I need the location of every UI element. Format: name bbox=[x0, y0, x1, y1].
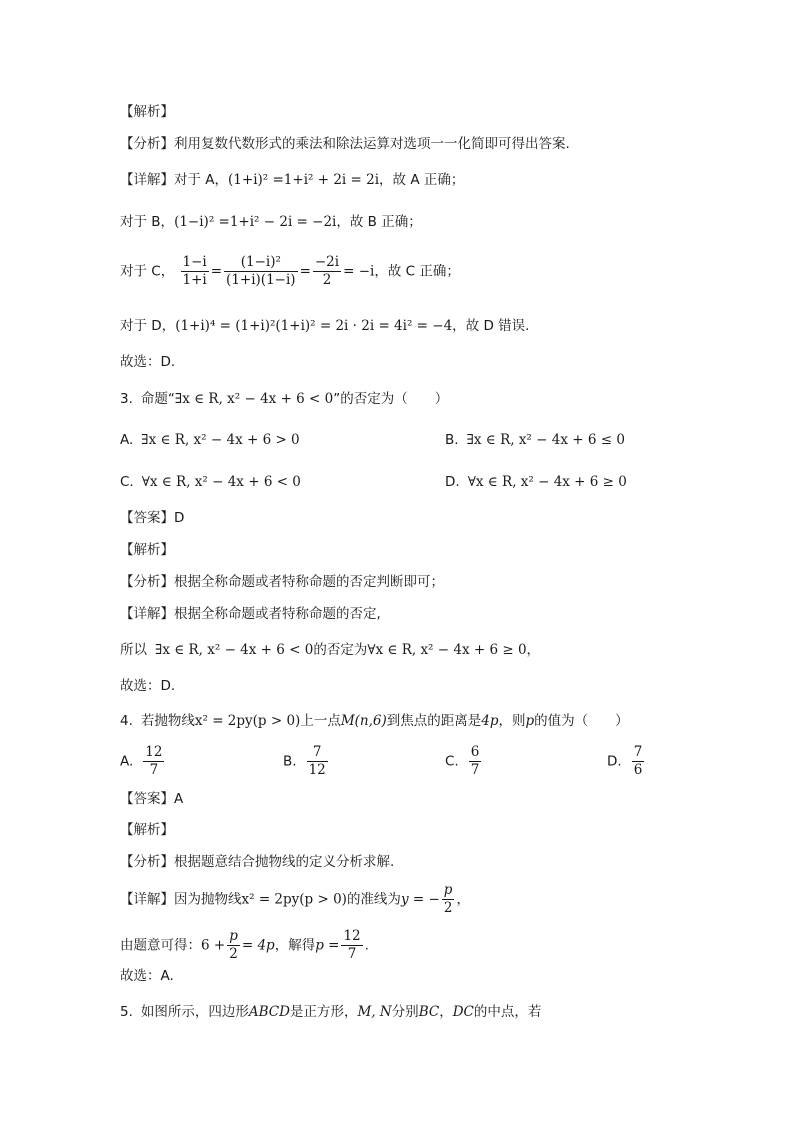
q3-fenxi: 【分析】根据全称命题或者特称命题的否定判断即可； bbox=[120, 574, 444, 590]
q4-deduce: 由题意可得：6 + $\frac{p}{2}$ = 4p，解得p = $\frac{12}{7}$ . bbox=[120, 928, 369, 962]
math-b: (1−i)² =1+i² − 2i = −2i bbox=[174, 214, 337, 230]
fenxi-line bbox=[120, 134, 570, 154]
q4-stem: 4. 若抛物线x² = 2py(p > 0)上一点M(n,6)到焦点的距离是4p，则p的值为（ ） bbox=[120, 713, 629, 729]
fenxi-text: 利用复数代数形式的乘法和除法运算对选项一一化简即可得出答案. bbox=[174, 136, 570, 152]
q3-answer: 【答案】D bbox=[120, 510, 185, 526]
line-d: 对于 D，(1+i)⁴ = (1+i)²(1+i)² = 2i · 2i = 4i² = −4，故 D 错误. bbox=[120, 318, 530, 334]
xiangjie-tag: 【详解】 bbox=[120, 172, 174, 188]
math-d: (1+i)⁴ = (1+i)²(1+i)² = 2i · 2i = 4i² = −4 bbox=[175, 318, 453, 334]
q4-option-c: C. $\frac{6}{7}$ bbox=[445, 744, 480, 778]
q3-stem: 3. 命题“∃x ∈ R, x² − 4x + 6 < 0”的否定为（ ） bbox=[120, 391, 449, 407]
xiangjie-line-a: 【详解】对于 A，(1+i)² =1+i² + 2i = 2i，故 A 正确； bbox=[120, 172, 465, 188]
q4-jiexi: 【解析】 bbox=[120, 822, 174, 838]
q4-xiangjie: 【详解】因为抛物线x² = 2py(p > 0)的准线为y = − $\frac{p}{2}$ ， bbox=[120, 882, 470, 916]
jiexi-heading: 【解析】 bbox=[120, 104, 174, 120]
choose-prev: 故选：D. bbox=[120, 354, 176, 370]
fenxi-tag: 【分析】 bbox=[120, 136, 174, 152]
fraction-c2: $\frac{\text{(1−i)²}}{(1+i)(1-i)}$ bbox=[226, 254, 296, 288]
q3-choose: 故选：D. bbox=[120, 678, 176, 694]
fraction-c3: $\frac{-2i}{2}$ bbox=[314, 254, 340, 288]
q5-stem: 5. 如图所示，四边形ABCD是正方形，M, N分别BC，DC的中点，若 bbox=[120, 1004, 542, 1020]
q3-option-c: C. ∀x ∈ R, x² − 4x + 6 < 0 bbox=[120, 474, 301, 490]
q3-xiangjie: 【详解】根据全称命题或者特称命题的否定, bbox=[120, 606, 381, 622]
line-b: 对于 B，(1−i)² =1+i² − 2i = −2i，故 B 正确； bbox=[120, 214, 422, 230]
line-c: 对于 C， $\frac{1-i}{1+i}$ = $\frac{\text{(1−i)²}}{(1+i)(1-i)}$ = $\frac{-2i}{2}$ = −i，故 C 正确； bbox=[120, 254, 460, 288]
fraction-c1: $\frac{1-i}{1+i}$ bbox=[182, 254, 207, 288]
q4-answer: 【答案】A bbox=[120, 791, 184, 807]
q4-option-d: D. $\frac{7}{6}$ bbox=[607, 744, 643, 778]
q3-option-b: B. ∃x ∈ R, x² − 4x + 6 ≤ 0 bbox=[445, 432, 625, 448]
q4-choose: 故选：A. bbox=[120, 968, 174, 984]
q4-option-b: B. $\frac{7}{12}$ bbox=[283, 744, 326, 778]
q4-option-a: A. $\frac{12}{7}$ bbox=[120, 744, 163, 778]
q3-option-d: D. ∀x ∈ R, x² − 4x + 6 ≥ 0 bbox=[445, 474, 627, 490]
q3-jiexi: 【解析】 bbox=[120, 542, 174, 558]
q4-fenxi: 【分析】根据题意结合抛物线的定义分析求解. bbox=[120, 854, 395, 870]
q3-so: 所以 ∃x ∈ R, x² − 4x + 6 < 0的否定为∀x ∈ R, x² − 4x + 6 ≥ 0， bbox=[120, 642, 541, 658]
math-a: (1+i)² =1+i² + 2i = 2i bbox=[228, 172, 380, 188]
q3-option-a: A. ∃x ∈ R, x² − 4x + 6 > 0 bbox=[120, 432, 300, 448]
